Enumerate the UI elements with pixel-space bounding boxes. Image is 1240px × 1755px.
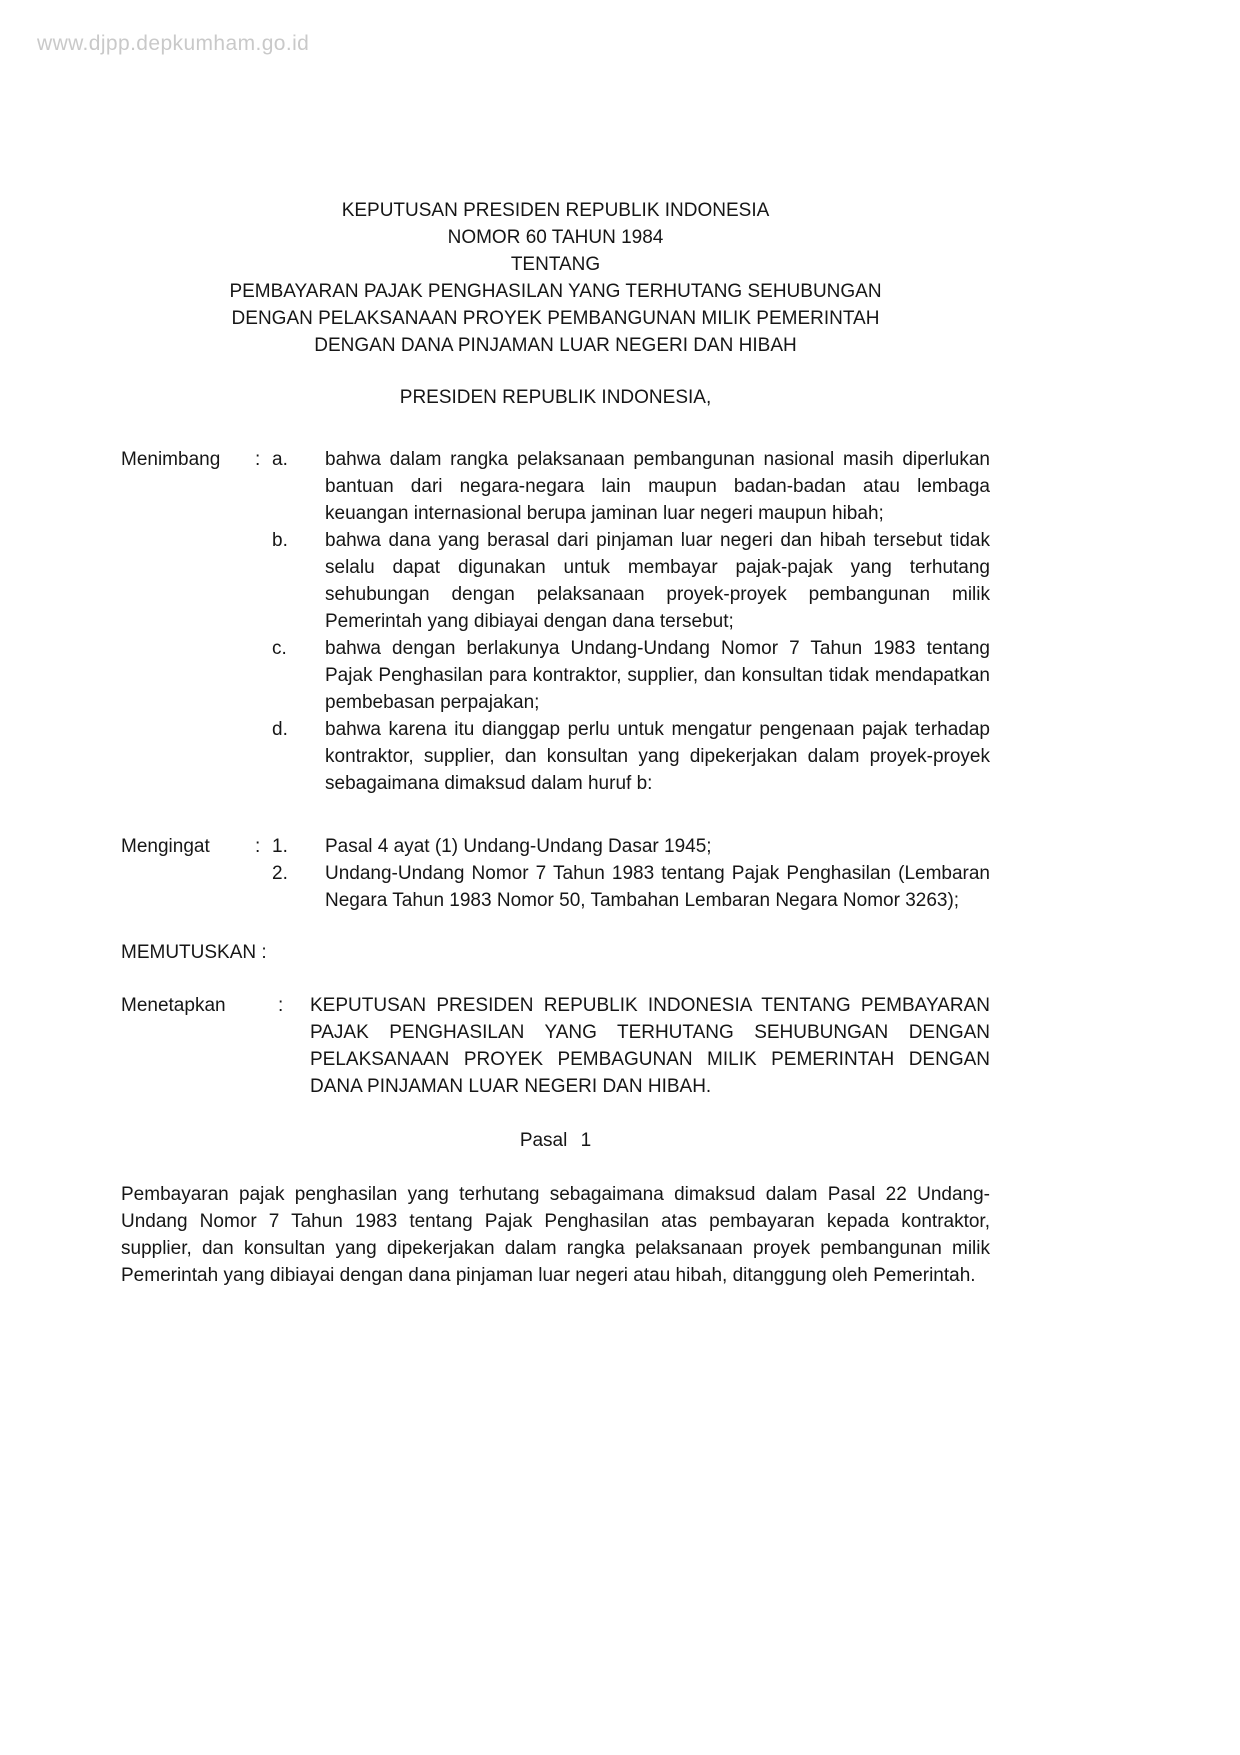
section-mengingat [121, 833, 990, 914]
spacer-cell [121, 860, 255, 914]
mengingat-item-marker: 2. [272, 863, 288, 884]
watermark-text: www.djpp.depkumham.go.id [37, 32, 310, 55]
menetapkan-colon: : [278, 995, 284, 1016]
decree-title [121, 197, 990, 359]
spacer-cell [255, 527, 272, 635]
menimbang-item-text: bahwa dengan berlakunya Undang-Undang Nomor 7 Tahun 1983 tentang Pajak Penghasilan para kontraktor, supplier, dan konsultan tidak mendapatkan pembebasan perpajakan; [325, 638, 990, 713]
spacer-cell [255, 716, 272, 797]
title-line-2: NOMOR 60 TAHUN 1984 [447, 227, 664, 248]
title-line-5: DENGAN PELAKSANAAN PROYEK PEMBANGUNAN MILIK PEMERINTAH [231, 308, 880, 329]
spacer-cell [121, 716, 255, 797]
menetapkan-text: KEPUTUSAN PRESIDEN REPUBLIK INDONESIA TENTANG PEMBAYARAN PAJAK PENGHASILAN YANG TERHUTANG SEHUBUNGAN DENGAN PELAKSANAAN PROYEK PEMBAGUNAN MILIK PEMERINTAH DENGAN DANA PINJAMAN LUAR NEGERI DAN HIBAH. [310, 995, 990, 1097]
memutuskan-heading: MEMUTUSKAN : [121, 942, 267, 963]
menimbang-item-marker: d. [272, 719, 288, 740]
menetapkan-label: Menetapkan [121, 995, 226, 1016]
mengingat-label: Mengingat [121, 836, 210, 857]
document-content [121, 197, 990, 1289]
spacer-cell [255, 635, 272, 716]
spacer-cell [121, 527, 255, 635]
menimbang-label: Menimbang [121, 449, 221, 470]
menimbang-item-text: bahwa dana yang berasal dari pinjaman luar negeri dan hibah tersebut tidak selalu dapat digunakan untuk membayar pajak-pajak yang terhutang sehubungan dengan pelaksanaan proyek-proyek pembangunan milik Pemerintah yang dibiayai dengan dana tersebut; [325, 530, 990, 632]
mengingat-item-text: Pasal 4 ayat (1) Undang-Undang Dasar 1945; [325, 836, 712, 857]
menimbang-item-marker: c. [272, 638, 287, 659]
menimbang-colon: : [255, 449, 261, 470]
title-line-1: KEPUTUSAN PRESIDEN REPUBLIK INDONESIA [341, 200, 770, 221]
title-line-3: TENTANG [510, 254, 601, 275]
menimbang-item-text: bahwa karena itu dianggap perlu untuk mengatur pengenaan pajak terhadap kontraktor, supplier, dan konsultan yang dipekerjakan dalam proyek-proyek sebagaimana dimaksud dalam huruf b: [325, 719, 990, 794]
pasal-1-body: Pembayaran pajak penghasilan yang terhutang sebagaimana dimaksud dalam Pasal 22 Undang-Undang Nomor 7 Tahun 1983 tentang Pajak Penghasilan atas pembayaran kepada kontraktor, supplier, dan konsultan yang dipekerjakan dalam rangka pelaksanaan proyek pembangunan milik Pemerintah yang dibiayai dengan dana pinjaman luar negeri atau hibah, ditanggung oleh Pemerintah. [121, 1184, 990, 1286]
spacer-cell [255, 860, 272, 914]
title-line-4: PEMBAYARAN PAJAK PENGHASILAN YANG TERHUTANG SEHUBUNGAN [229, 281, 882, 302]
mengingat-colon: : [255, 836, 261, 857]
mengingat-item-text: Undang-Undang Nomor 7 Tahun 1983 tentang Pajak Penghasilan (Lembaran Negara Tahun 1983 Nomor 50, Tambahan Lembaran Negara Nomor 3263); [325, 863, 990, 911]
title-line-6: DENGAN DANA PINJAMAN LUAR NEGERI DAN HIBAH [314, 335, 797, 356]
menimbang-item-text: bahwa dalam rangka pelaksanaan pembangunan nasional masih diperlukan bantuan dari negara-negara lain maupun badan-badan atau lembaga keuangan internasional berupa jaminan luar negeri maupun hibah; [325, 449, 990, 524]
spacer-cell [121, 635, 255, 716]
menimbang-item-marker: a. [272, 449, 288, 470]
section-menetapkan [121, 992, 990, 1100]
mengingat-item-marker: 1. [272, 836, 288, 857]
issuer-line: PRESIDEN REPUBLIK INDONESIA, [399, 387, 712, 408]
menimbang-item-marker: b. [272, 530, 288, 551]
section-menimbang [121, 446, 990, 797]
pasal-1-heading: Pasal 1 [519, 1130, 592, 1151]
